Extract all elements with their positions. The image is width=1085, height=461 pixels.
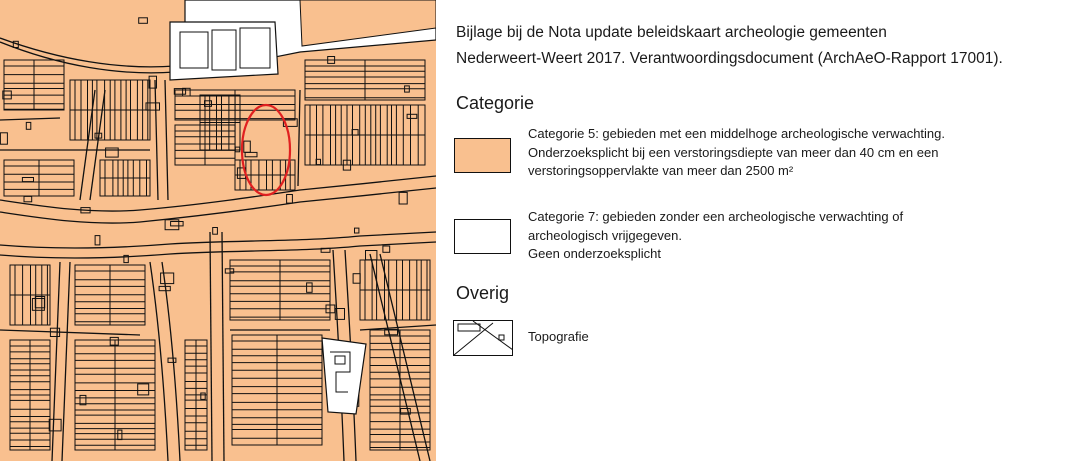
top-building-block — [170, 22, 278, 80]
caption-line-2: Nederweert-Weert 2017. Verantwoordingsdocument (ArchAeO-Rapport 17001). — [456, 50, 1003, 67]
caption-line-1: Bijlage bij de Nota update beleidskaart archeologie gemeenten — [456, 24, 887, 41]
category-5-line-2: Onderzoeksplicht bij een verstoringsdiepte van meer dan 40 cm en een — [528, 144, 939, 160]
category-7-line-1: Categorie 7: gebieden zonder een archeologische verwachting of — [528, 209, 904, 224]
overig-heading: Overig — [456, 283, 510, 303]
archaeology-map — [0, 0, 436, 461]
topografie-symbol-icon — [453, 320, 513, 356]
category-5-description — [528, 125, 945, 181]
category-7-line-3: Geen onderzoeksplicht — [528, 246, 661, 261]
topografie-label: Topografie — [528, 329, 589, 344]
category-5-swatch — [454, 138, 511, 173]
category-7-swatch — [454, 219, 511, 254]
legend-panel — [436, 0, 1085, 461]
map-panel[interactable] — [0, 0, 436, 461]
category-5-line-1: Categorie 5: gebieden met een middelhoge archeologische verwachting. — [528, 126, 945, 141]
categorie-heading: Categorie — [456, 93, 535, 113]
category-7-description — [528, 208, 903, 264]
category-7-line-2: archeologisch vrijgegeven. — [528, 227, 682, 243]
category-5-line-3: verstoringsoppervlakte van meer dan 2500 m² — [528, 163, 794, 178]
